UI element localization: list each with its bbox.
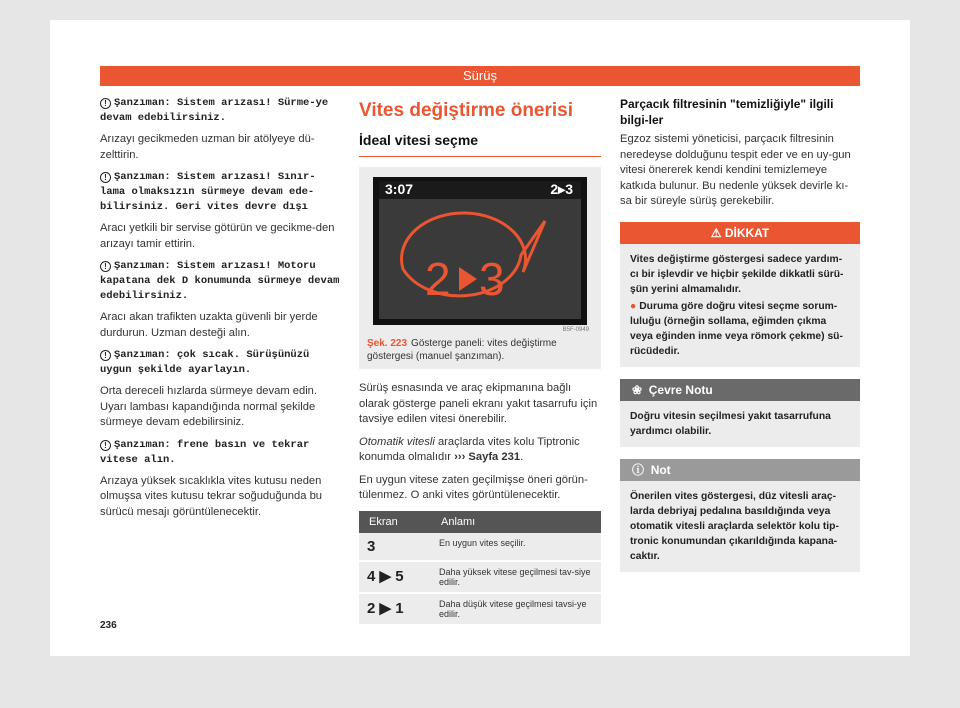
body-text: Egzoz sistemi yöneticisi, parçacık filtresinin neredeyse dolduğunu tespit eder ve en uy-gun vitesi önererek kendi kendini temizlemeye katkıda bulunur. Bu nedenle yüksek devirle kı-sa bir süreyle sürüş gerekebilir. <box>620 133 851 207</box>
body-text: En uygun vitese zaten geçilmişse öneri görün-tülenmez. O anki vites görüntülenecektir. <box>359 473 588 501</box>
display-time: 3:07 <box>385 181 414 197</box>
warning-message: ! Şanzıman: Sistem arızası! Sürme-ye devam edebilirsiniz. <box>100 97 329 124</box>
info-icon: ! <box>100 350 111 361</box>
environment-note-box: ❀ Çevre Notu Doğru vitesin seçilmesi yakıt tasarrufuna yardımcı olabilir. <box>620 379 860 447</box>
display-table <box>359 511 601 626</box>
warning-message: ! Şanzıman: Sistem arızası! Motoru kapatana dek D konumunda sürmeye devam edebilirsiniz. <box>100 260 340 302</box>
body-text: Arızaya yüksek sıcaklıkla vites kutusu neden olmuşsa vites kutusu tekrar soğuduğunda bu sürücü mesajı görüntülenecektir. <box>100 474 323 518</box>
warning-message: ! Şanzıman: Sistem arızası! Sınır-lama olmaksızın sürmeye devam ede-bilirsiniz. Geri vites devre dışı <box>100 171 316 213</box>
right-column <box>620 96 860 572</box>
warning-message: ! Şanzıman: çok sıcak. Sürüşünüzü uygun şekilde ayarlayın. <box>100 349 310 376</box>
section-subtitle: İdeal vitesi seçme <box>359 132 601 157</box>
body-text: Sürüş esnasında ve araç ekipmanına bağlı olarak gösterge paneli ekranı yakıt tasarrufu için tavsiye edilen vitesi önerebilir. <box>359 382 598 425</box>
info-icon: ! <box>100 261 111 272</box>
section-title: Vites değiştirme önerisi <box>359 100 574 121</box>
body-text: Arızayı gecikmeden uzman bir atölyeye dü-zelttirin. <box>100 133 315 161</box>
figure-caption: Şek. 223 Gösterge paneli: vites değiştirme göstergesi (manuel şanzıman). <box>367 338 557 362</box>
table-row: 2 ▶ 1 Daha düşük vitese geçilmesi tavsi-ye edilir. <box>359 593 601 625</box>
page-number: 236 <box>100 620 117 631</box>
info-icon: ! <box>100 440 111 451</box>
page-reference-link[interactable]: ››› Sayfa 231 <box>454 451 521 463</box>
body-text: Aracı yetkili bir servise götürün ve gecikme-den arızayı tamir ettirin. <box>100 222 335 250</box>
particle-filter-heading: Parçacık filtresinin "temizliğiyle" ilgili bilgi-ler <box>620 97 834 127</box>
figure <box>359 167 601 369</box>
section-header: Sürüş <box>100 66 860 86</box>
info-icon: ⓘ <box>632 462 645 477</box>
table-header: Ekran <box>359 511 431 533</box>
table-row: 4 ▶ 5 Daha yüksek vitese geçilmesi tav-siye edilir. <box>359 561 601 593</box>
left-column <box>100 96 340 527</box>
bullet-icon: ● <box>630 300 637 312</box>
environment-icon: ❀ <box>632 382 643 397</box>
figure-code: B5F-0949 <box>562 327 589 333</box>
big-gear-from: 2 <box>425 253 451 305</box>
warning-triangle-icon: ⚠ <box>710 225 722 240</box>
big-gear-to: 3 <box>479 253 505 305</box>
body-text: Otomatik vitesli araçlarda vites kolu Tiptronic konumda olmalıdır ››› Sayfa 231. <box>359 435 580 463</box>
table-row: 3 En uygun vites seçilir. <box>359 533 601 561</box>
info-icon: ! <box>100 98 111 109</box>
body-text: Orta dereceli hızlarda sürmeye devam edin. Uyarı lambası kapandığında normal şekilde sürmeye devam edebilirsiniz. <box>100 385 318 428</box>
note-box: ⓘ Not Önerilen vites göstergesi, düz vitesli araç-larda debriyaj pedalına basıldığında veya otomatik vitesli araçlarda selektör kolu tip-tronic konumundan çıkarıldığında kapana-caktır. <box>620 459 860 572</box>
caution-box: ⚠ DİKKAT Vites değiştirme göstergesi sadece yardım-cı bir işlevdir ve hiçbir şekilde dikkatli sürü-şün yerini almamalıdır. ● Duruma göre doğru vitesi seçme sorum-luluğu (örneğin sollama, eğimden çıkma veya eğinden inme veya römork çekme) sü-rücüdedir. <box>620 222 860 367</box>
middle-column <box>359 96 601 626</box>
table-header: Anlamı <box>431 511 601 533</box>
display-gear-indicator: 2▸3 <box>550 181 573 197</box>
instrument-display-image <box>373 177 587 325</box>
warning-message: ! Şanzıman: frene basın ve tekrar vitese alın. <box>100 438 310 466</box>
body-text: Aracı akan trafikten uzakta güvenli bir yerde durdurun. Uzman desteği alın. <box>100 311 318 339</box>
speech-bubble-graphic <box>373 177 587 325</box>
info-icon: ! <box>100 172 111 183</box>
